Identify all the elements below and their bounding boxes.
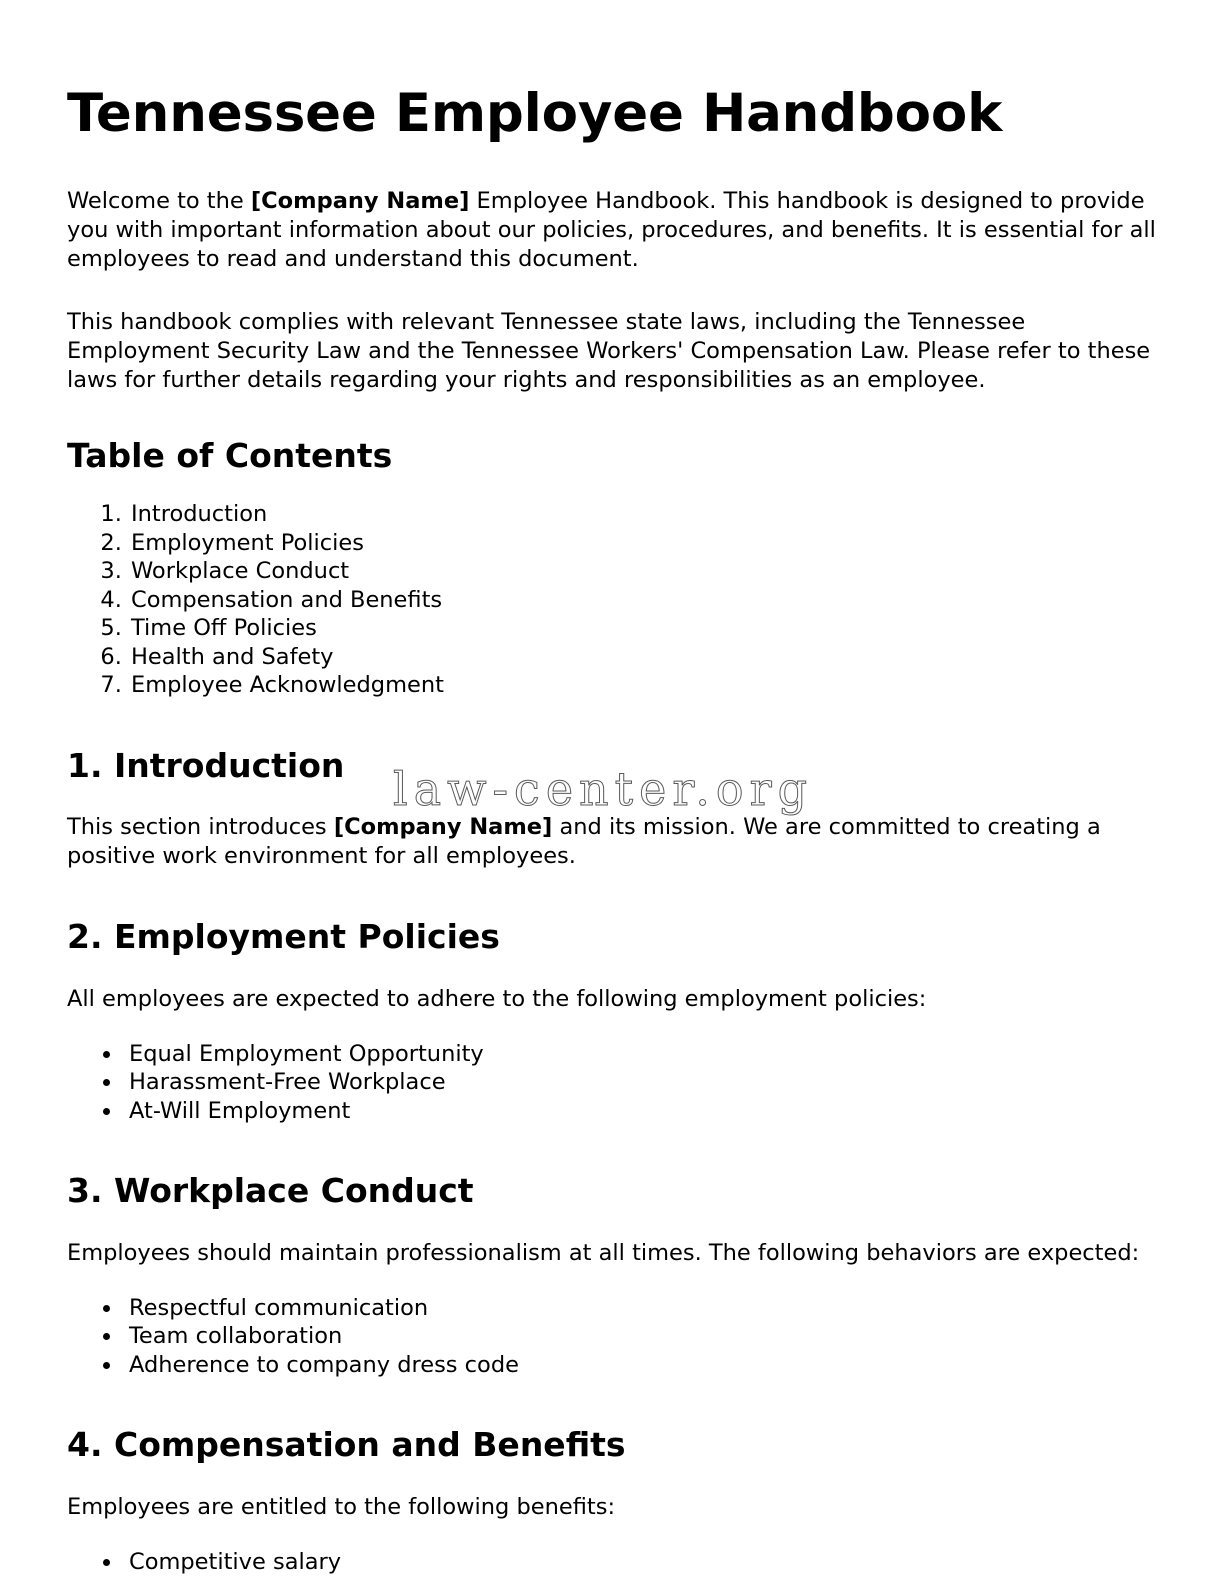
list-item: 6. Health and Safety [129, 643, 1159, 672]
section-paragraph-text-after: and its mission. We are committed to creating a positive work environment for all employees. [67, 814, 1101, 870]
section-heading-employment-policies: 2. Employment Policies [67, 917, 500, 957]
page-title: Tennessee Employee Handbook [67, 83, 1003, 144]
list-item: • Team collaboration [123, 1322, 1159, 1351]
table-of-contents-list [67, 500, 1159, 700]
list-item: 7. Employee Acknowledgment [129, 671, 1159, 700]
section-paragraph-introduction [67, 813, 1159, 871]
list-item: • Adherence to company dress code [123, 1351, 1159, 1380]
intro-paragraph-2: This handbook complies with relevant Tennessee state laws, including the Tennessee Employment Security Law and the Tennessee Workers' Compensation Law. Please refer to these laws for further details regarding your rights and responsibilities as an employee. [67, 309, 1151, 394]
intro-paragraph-1 [67, 187, 1159, 274]
list-item: 3. Workplace Conduct [129, 557, 1159, 586]
list-item: 5. Time Off Policies [129, 614, 1159, 643]
document-content [67, 0, 1159, 1576]
section-paragraph-text-before: This section introduces [67, 814, 334, 841]
section-heading-introduction: 1. Introduction [67, 745, 345, 785]
list-item: • Harassment-Free Workplace [123, 1068, 1159, 1097]
watermark: law-center.org [393, 762, 814, 816]
list-item: • Competitive salary [123, 1548, 1159, 1577]
section-heading-workplace-conduct: 3. Workplace Conduct [67, 1171, 474, 1211]
company-name-placeholder: [Company Name] [250, 188, 470, 215]
section-paragraph-workplace-conduct: Employees should maintain professionalism at all times. The following behaviors are expected: [67, 1239, 1140, 1266]
section-heading-compensation-and-benefits: 4. Compensation and Benefits [67, 1425, 626, 1465]
section-paragraph-employment-policies: All employees are expected to adhere to the following employment policies: [67, 985, 927, 1012]
list-item: 1. Introduction [129, 500, 1159, 529]
list-item: • Equal Employment Opportunity [123, 1040, 1159, 1069]
list-item: • Respectful communication [123, 1294, 1159, 1323]
list-item: • At-Will Employment [123, 1097, 1159, 1126]
employment-policies-list [67, 1040, 1159, 1126]
intro-paragraph-1-text-before: Welcome to the [67, 188, 251, 215]
section-paragraph-compensation-and-benefits: Employees are entitled to the following benefits: [67, 1493, 616, 1520]
intro-paragraph-1-text-after: Employee Handbook. This handbook is designed to provide you with important information about our policies, procedures, and benefits. It is essential for all employees to read and understand this document. [67, 188, 1156, 273]
compensation-benefits-list [67, 1548, 1159, 1577]
list-item: 4. Compensation and Benefits [129, 586, 1159, 615]
workplace-conduct-list [67, 1294, 1159, 1380]
list-item: 2. Employment Policies [129, 529, 1159, 558]
company-name-placeholder: [Company Name] [333, 814, 553, 841]
table-of-contents-heading: Table of Contents [67, 436, 393, 476]
